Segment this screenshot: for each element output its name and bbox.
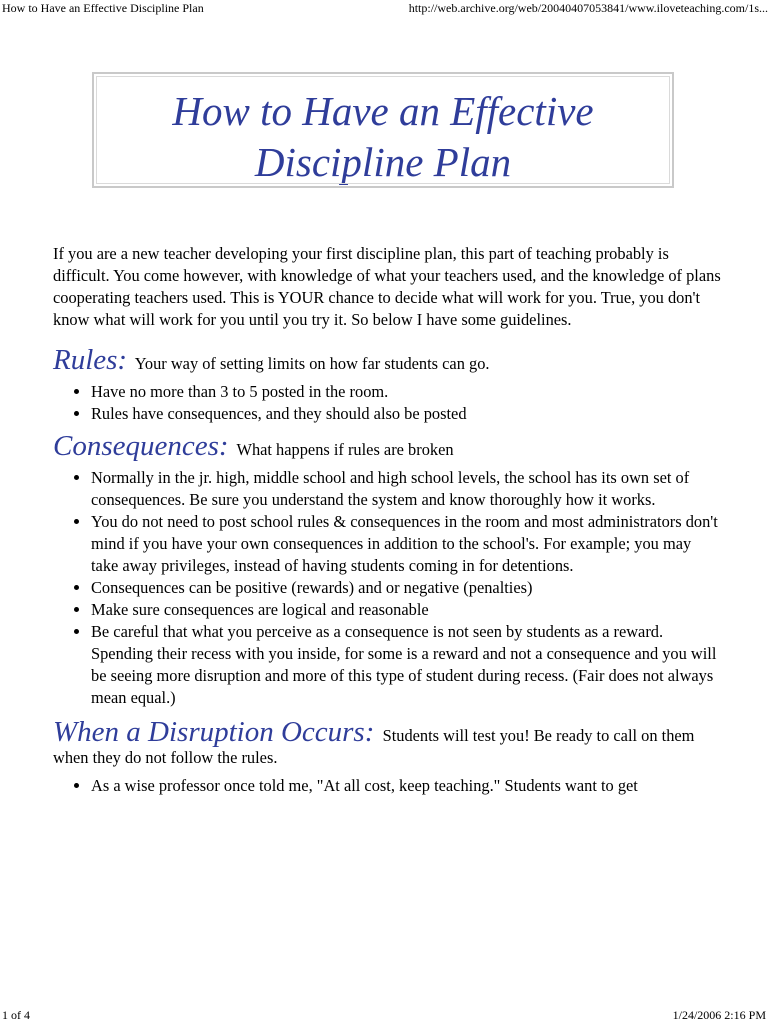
intro-paragraph: If you are a new teacher developing your first discipline plan, this part of teaching probably is difficult. You come however, with knowledge of what your teachers used, and the knowledge of plans cooperating teachers used. This is YOUR chance to decide what will work for you. True, you don't know what will work for you until you try it. So below I have some guidelines. [53, 244, 721, 329]
page-title-line-1: How to Have an Effective [172, 88, 594, 134]
print-footer-datetime: 1/24/2006 2:16 PM [672, 1008, 766, 1022]
consequences-list [53, 467, 721, 709]
consequences-section [53, 430, 721, 709]
print-header-url: http://web.archive.org/web/20040407053841/www.iloveteaching.com/1s... [408, 1, 768, 15]
page-title-line-2: Discipline Plan [254, 139, 512, 185]
disruption-description: Students will test you! Be ready to call on them when they do not follow the rules. [53, 726, 695, 767]
list-item: • As a wise professor once told me, "At all cost, keep teaching." Students want to get [91, 775, 721, 797]
list-item: • Be careful that what you perceive as a consequence is not seen by students as a reward. Spending their recess with you inside, for some is a reward and not a consequence and you will be seeing more disruption and more of this type of student during recess. (Fair does not always mean equal.) [91, 621, 721, 709]
article-body [53, 243, 721, 797]
print-footer-page: 1 of 4 [2, 1008, 30, 1022]
consequences-description: What happens if rules are broken [236, 440, 454, 459]
list-item: • Make sure consequences are logical and reasonable [91, 599, 721, 621]
rules-header-line [53, 344, 721, 376]
rules-section [53, 344, 721, 425]
print-header-title: How to Have an Effective Discipline Plan [2, 1, 204, 15]
list-item: • Rules have consequences, and they should also be posted [91, 403, 721, 425]
list-item: • Have no more than 3 to 5 posted in the room. [91, 381, 721, 403]
title-box [92, 72, 674, 188]
rules-description: Your way of setting limits on how far students can go. [134, 354, 490, 373]
disruption-list [53, 775, 721, 797]
list-item: • You do not need to post school rules & consequences in the room and most administrators don't mind if you have your own consequences in addition to the school's. For example; you may take away privileges, instead of having students coming in for detentions. [91, 511, 721, 577]
disruption-section [53, 716, 721, 797]
rules-heading: Rules: [53, 344, 128, 376]
disruption-heading: When a Disruption Occurs: [53, 716, 375, 748]
disruption-header-line [53, 716, 721, 769]
page-title [94, 74, 672, 188]
list-item: • Normally in the jr. high, middle school and high school levels, the school has its own set of consequences. Be sure you understand the system and know thoroughly how it works. [91, 467, 721, 511]
consequences-header-line [53, 430, 721, 462]
list-item: • Consequences can be positive (rewards) and or negative (penalties) [91, 577, 721, 599]
consequences-heading: Consequences: [53, 430, 229, 462]
rules-list [53, 381, 721, 425]
